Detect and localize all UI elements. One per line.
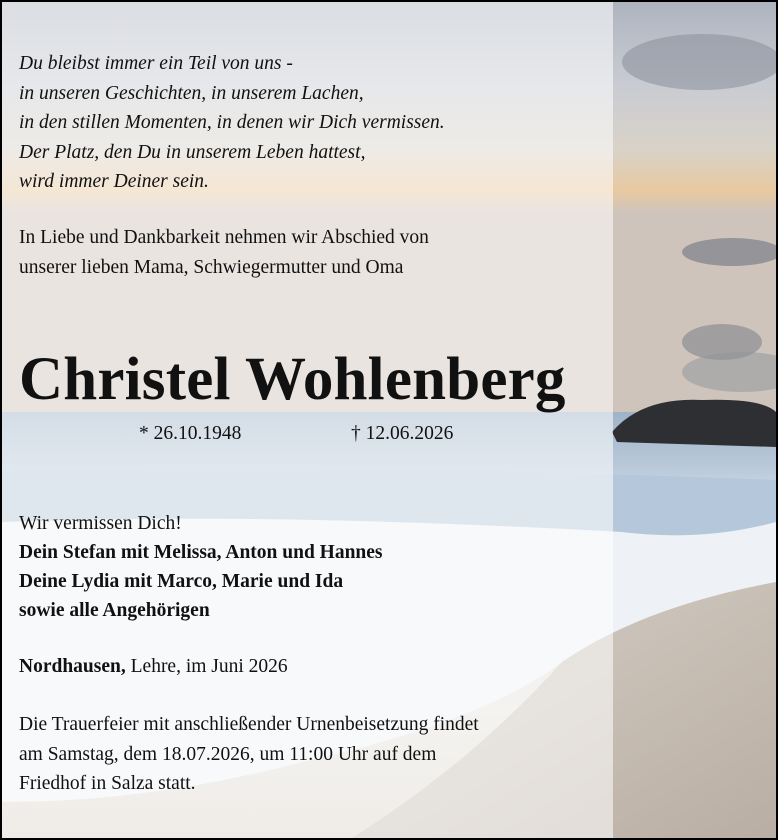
poem-line: Der Platz, den Du in unserem Leben hattest, <box>19 141 366 163</box>
family-line: Dein Stefan mit Melissa, Anton und Hannes <box>19 542 383 563</box>
family-line: sowie alle Angehörigen <box>19 600 210 621</box>
place-city: Nordhausen, <box>19 656 126 677</box>
ceremony-info <box>19 710 479 799</box>
poem-line: Du bleibst immer ein Teil von uns - <box>19 53 293 74</box>
poem-line: in unseren Geschichten, in unserem Lachen, <box>19 82 364 104</box>
intro-line: In Liebe und Dankbarkeit nehmen wir Abschied von <box>19 227 429 248</box>
deceased-name: Christel Wohlenberg <box>19 346 566 413</box>
birth-date: * 26.10.1948 <box>139 423 242 444</box>
ceremony-line: Die Trauerfeier mit anschließender Urnenbeisetzung findet <box>19 714 479 735</box>
notice-content <box>2 2 613 838</box>
family-list <box>19 509 383 625</box>
poem-line: in den stillen Momenten, in denen wir Dich vermissen. <box>19 112 445 133</box>
farewell-intro <box>19 223 429 282</box>
ceremony-line: Friedhof in Salza statt. <box>19 773 196 794</box>
intro-line: unserer lieben Mama, Schwiegermutter und Oma <box>19 256 404 278</box>
death-date: † 12.06.2026 <box>351 423 454 444</box>
place-date <box>19 652 288 681</box>
ceremony-line: am Samstag, dem 18.07.2026, um 11:00 Uhr auf dem <box>19 743 437 765</box>
place-rest: Lehre, im Juni 2026 <box>125 656 288 677</box>
family-line: Deine Lydia mit Marco, Marie und Ida <box>19 571 344 592</box>
poem <box>19 49 445 197</box>
family-intro: Wir vermissen Dich! <box>19 513 182 534</box>
poem-line: wird immer Deiner sein. <box>19 171 209 192</box>
